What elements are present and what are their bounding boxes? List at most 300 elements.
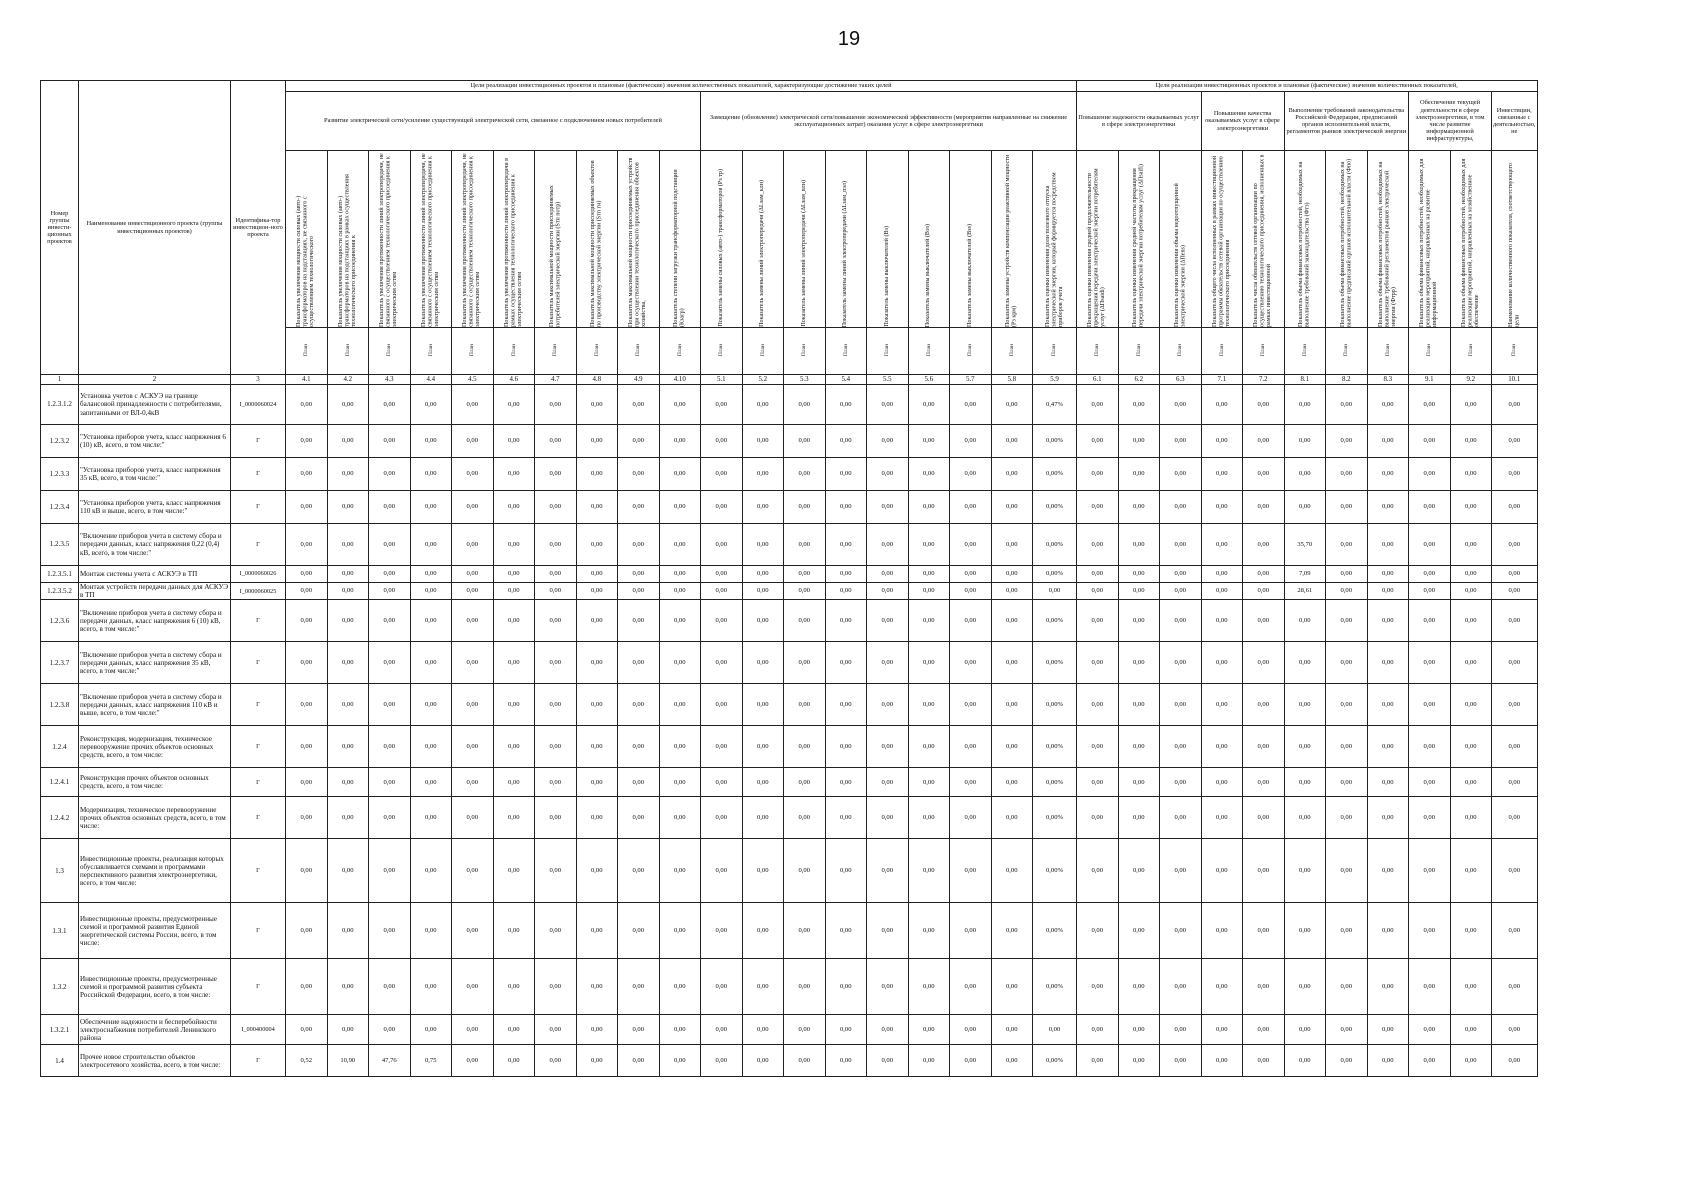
row-value: 0,00 [867,684,909,726]
header-group-4: Повышение качества оказываемых услуг в сфере электроэнергетики [1201,92,1284,151]
row-value: 0,00 [410,458,452,491]
header-goals-left: Цели реализации инвестиционных проектов и плановые (фактические) значения количественных показателей, характеризующие достижение таких целей [286,81,1077,92]
row-value: 0,00 [1243,684,1285,726]
row-value: 0,00 [1367,425,1409,458]
indicator-header-text: Показатель увеличения протяженности линий электропередачи, не связанного с осуществлением технологического присоединения к электрическим сетям [420,153,441,327]
row-value: 0,00 [1492,903,1538,959]
row-value: 0,00 [784,600,826,642]
row-value: 0,00 [1243,839,1285,903]
row-value: 0,00 [701,642,743,684]
table-row [41,385,1538,425]
row-number: 1.2.3.6 [41,600,79,642]
row-value: 0,00 [410,566,452,583]
indicator-header-wrap [619,151,658,327]
row-value: 0,00 [286,839,328,903]
row-value: 0,00 [1367,839,1409,903]
row-value: 0,00 [1326,524,1368,566]
row-value: 0,00 [1201,583,1243,600]
row-project-id: Г [231,642,286,684]
row-value: 0,00 [1367,385,1409,425]
row-value: 0,00% [1033,768,1077,797]
row-value: 0,00% [1033,839,1077,903]
row-value: 0,00 [1077,425,1119,458]
row-value: 0,00 [1409,583,1451,600]
row-value: 0,00 [1201,959,1243,1015]
indicator-header-wrap [1493,151,1536,327]
row-value: 0,00 [1326,768,1368,797]
row-value: 0,00 [286,768,328,797]
row-value: 0,00 [784,491,826,524]
indicator-header [1118,151,1160,328]
unit-label: План [1094,343,1101,356]
row-value: 0,00 [659,385,701,425]
row-value: 0,00 [369,600,411,642]
row-value: 0,00 [535,726,577,768]
row-value: 0,00 [535,524,577,566]
row-value: 0,00 [950,903,992,959]
row-value: 0,00 [327,583,369,600]
row-project-id: Г [231,1045,286,1077]
row-value: 0,00 [1077,524,1119,566]
row-value: 0,00 [452,425,494,458]
indicator-header-text: Показатель объема финансовых потребностей, необходимых на выполнение требований законодательства (Фтз) [1298,161,1311,327]
row-project-name: Реконструкция, модернизация, техническое перевооружение прочих объектов основных средств, всего, в том числе: [79,726,231,768]
unit-label: План [552,343,559,356]
row-value: 0,00 [1201,1045,1243,1077]
unit-cell [1284,328,1326,375]
row-value: 0,00 [1492,491,1538,524]
row-value: 0,00 [1201,903,1243,959]
row-value: 0,00 [1492,458,1538,491]
row-value: 0,00 [1118,600,1160,642]
row-value: 0,00 [1367,600,1409,642]
row-value: 0,00 [659,600,701,642]
row-value: 0,00 [576,458,618,491]
row-value: 0,00 [1367,491,1409,524]
row-number: 1.4 [41,1045,79,1077]
row-value: 0,00 [369,1015,411,1045]
col-number: 4.7 [535,375,577,385]
row-value: 0,00 [1409,385,1451,425]
row-value: 0,00 [1409,768,1451,797]
row-value: 0,00 [452,600,494,642]
row-value: 0,00 [991,768,1033,797]
row-value: 0,00 [1077,1015,1119,1045]
row-value: 0,00 [659,726,701,768]
row-value: 0,00 [576,524,618,566]
row-value: 0,00 [950,600,992,642]
row-value: 0,00 [369,903,411,959]
indicator-header [1201,151,1243,328]
indicator-header [1243,151,1285,328]
row-value: 0,00 [1326,839,1368,903]
row-value: 0,00 [784,684,826,726]
indicator-header-text: Показатель общего числа исполненных в рамках инвестиционной программы обязательств сетевой организации по осуществлению технологического присоединения [1211,155,1232,327]
row-value: 0,00 [867,726,909,768]
row-value: 0,00 [286,425,328,458]
col-number: 4.2 [327,375,369,385]
row-value: 0,00 [701,566,743,583]
row-value: 0,00 [950,583,992,600]
row-project-name: Установка учетов с АСКУЭ на границе балансовой принадлежности с потребителями, запитанными от ВЛ-0,4кВ [79,385,231,425]
indicator-header-text: Показатель замены устройств компенсации реактивной мощности (Рз крм) [1005,154,1018,327]
row-value: 0,00 [535,642,577,684]
row-value: 0,00 [1160,1015,1202,1045]
row-value: 0,00 [535,839,577,903]
row-value: 0,00 [1160,566,1202,583]
row-value: 0,00% [1033,726,1077,768]
row-value: 0,00 [452,797,494,839]
row-value: 0,00 [991,458,1033,491]
row-value: 0,00 [576,425,618,458]
row-value: 0,52 [286,1045,328,1077]
col-number: 6.2 [1118,375,1160,385]
row-value: 10,90 [327,1045,369,1077]
unit-label: План [1177,343,1184,356]
row-value: 0,00 [701,600,743,642]
row-value: 0,00 [701,1015,743,1045]
row-number: 1.2.3.5.2 [41,583,79,600]
row-value: 0,00 [369,491,411,524]
col-number: 4.1 [286,375,328,385]
row-value: 0,00 [908,583,950,600]
row-value: 0,00 [659,1015,701,1045]
row-value: 0,00 [1409,566,1451,583]
indicator-header [493,151,535,328]
indicator-header-wrap [868,151,907,327]
row-value: 0,00 [701,797,743,839]
indicator-header-wrap [1203,151,1242,327]
row-project-id: Г [231,600,286,642]
row-value: 0,00 [1367,583,1409,600]
row-value: 0,00 [327,642,369,684]
row-value: 0,00 [1243,583,1285,600]
row-number: 1.3.1 [41,903,79,959]
row-value: 0,00 [576,642,618,684]
row-value: 0,00 [493,726,535,768]
col-number: 2 [79,375,231,385]
row-value: 0,00 [991,903,1033,959]
unit-label: План [1218,343,1225,356]
col-number: 5.6 [908,375,950,385]
table-row [41,458,1538,491]
row-value: 0,00 [327,684,369,726]
row-value: 0,00 [1160,385,1202,425]
row-value: 0,00 [576,684,618,726]
header-group-2: Замещение (обновление) электрической сети/повышение экономической эффективности (мероприятия направленные на снижение эксплуатационных затрат) оказания услуг в сфере электроэнергетики [701,92,1077,151]
row-project-id: Г [231,491,286,524]
row-value: 0,00 [535,797,577,839]
row-number: 1.2.3.3 [41,458,79,491]
row-value: 0,00 [286,583,328,600]
row-project-name: "Включение приборов учета в систему сбора и передачи данных, класс напряжения 6 (10) кВ, всего, в том числе:" [79,600,231,642]
row-value: 0,00 [1201,566,1243,583]
row-value: 0,00 [1033,583,1077,600]
row-value: 0,00 [1201,1015,1243,1045]
indicator-header-text: Показатель объема финансовых потребностей, необходимых на выполнение предписаний органов исполнительной власти (Фпо) [1339,158,1353,327]
row-value: 0,00 [991,726,1033,768]
row-value: 0,00 [1243,1045,1285,1077]
row-number: 1.2.4 [41,726,79,768]
indicator-header-wrap [329,151,368,327]
row-value: 0,00% [1033,959,1077,1015]
row-project-name: "Включение приборов учета в систему сбора и передачи данных, класс напряжения 0,22 (0,4) кВ, всего, в том числе:" [79,524,231,566]
header-group-5: Выполнение требований законодательства Российской Федерации, предписаний органов исполнительной власти, регламентов рынков электрической энергии [1284,92,1409,151]
indicator-header [1284,151,1326,328]
row-value: 0,00 [659,1045,701,1077]
indicator-header-text: Показатель замены силовых (авто-) трансформаторов (Рз тр) [717,169,724,327]
unit-label: План [1426,343,1433,356]
row-value: 0,00 [742,726,784,768]
row-value: 0,00 [742,1015,784,1045]
row-value: 0,00 [493,1045,535,1077]
unit-cell [369,328,411,375]
indicator-header-wrap [1034,151,1075,327]
indicator-header-text: Показатель объема финансовых потребностей, необходимых для реализации мероприятий, направленных на хозяйственное обеспечение [1460,158,1481,327]
row-value: 0,00 [410,600,452,642]
row-value: 0,00 [1326,903,1368,959]
row-value: 0,00 [1077,768,1119,797]
row-value: 0,00 [950,642,992,684]
row-value: 0,00 [1450,797,1492,839]
row-value: 0,00 [1160,959,1202,1015]
row-value: 0,00 [867,458,909,491]
row-value: 0,00 [1492,726,1538,768]
row-value: 35,70 [1284,524,1326,566]
indicator-header [618,151,660,328]
row-value: 0,00 [950,797,992,839]
row-value: 0,00 [535,903,577,959]
row-value: 0,00 [369,768,411,797]
indicator-header-text: Показатель оценки изменения средней частоты прекращения передачи электрической энергии потребителям услуг (ΔПsaifi) [1132,164,1145,327]
row-value: 0,00 [908,1045,950,1077]
row-value: 0,00 [286,959,328,1015]
row-value: 0,00 [908,768,950,797]
unit-cell [327,328,369,375]
indicator-header-text: Показатель оценки изменения доли полезного отпуска электрической энергии, который формируется посредством приборов учета [1044,172,1064,327]
row-project-id: I_0000060024 [231,385,286,425]
indicator-header-wrap [1120,151,1159,327]
row-value: 0,00 [1201,726,1243,768]
row-value: 0,00 [825,1045,867,1077]
row-number: 1.2.3.5 [41,524,79,566]
row-value: 0,00 [1201,839,1243,903]
row-project-name: Прочее новое строительство объектов электросетевого хозяйства, всего, в том числе: [79,1045,231,1077]
row-value: 7,09 [1284,566,1326,583]
unit-label: План [1301,343,1308,356]
row-value: 0,00 [1160,425,1202,458]
row-value: 0,00 [1160,491,1202,524]
indicator-header-wrap [370,151,409,327]
table-row [41,600,1538,642]
row-value: 0,00 [1160,839,1202,903]
table-row [41,768,1538,797]
unit-label: План [1343,343,1350,356]
row-value: 0,00 [908,684,950,726]
indicator-header-text: Показатель максимальной мощности присоединяемых объектов по производству электрической энергии (Sтп гн) [590,160,603,327]
unit-cell [1118,328,1160,375]
col-number: 4.3 [369,375,411,385]
row-value: 0,00 [493,959,535,1015]
row-value: 0,00 [867,839,909,903]
row-value: 0,00 [1118,768,1160,797]
unit-cell [1367,328,1409,375]
indicator-header [950,151,992,328]
indicator-header [701,151,743,328]
row-project-name: "Установка приборов учета, класс напряжения 6 (10) кВ, всего, в том числе:" [79,425,231,458]
row-value: 0,00 [576,1045,618,1077]
row-value: 0,00 [1284,1015,1326,1045]
row-value: 0,00 [576,768,618,797]
unit-cell [825,328,867,375]
row-value: 0,00 [410,642,452,684]
row-value: 0,00 [1160,642,1202,684]
row-project-id: Г [231,726,286,768]
row-value: 0,00 [1243,600,1285,642]
indicator-header-text: Показатель замены выключателей (Взs) [966,224,973,327]
row-value: 0,00 [369,458,411,491]
indicator-header-wrap [536,151,575,327]
unit-label: План [386,343,393,356]
col-number: 8.3 [1367,375,1409,385]
row-value: 0,00 [742,797,784,839]
row-value: 0,00 [286,566,328,583]
row-value: 0,00 [452,566,494,583]
unit-cell [1201,328,1243,375]
row-value: 0,00 [1326,491,1368,524]
row-value: 0,00 [950,959,992,1015]
row-value: 0,00 [950,768,992,797]
row-number: 1.2.3.5.1 [41,566,79,583]
row-value: 0,00 [1077,385,1119,425]
row-value: 0,00 [950,491,992,524]
row-value: 0,00 [452,903,494,959]
row-project-id: Г [231,839,286,903]
row-value: 0,00 [1326,797,1368,839]
indicator-header-text: Показатель максимальной мощности присоединяемых устройств при осуществлении технологического присоединения объектов хозяйства, [628,157,648,327]
table-row [41,524,1538,566]
row-value: 0,00 [908,797,950,839]
row-value: 0,00 [908,458,950,491]
row-value: 0,00 [286,684,328,726]
row-value: 0,00 [327,1015,369,1045]
row-value: 0,00 [1367,524,1409,566]
row-value: 0,00% [1033,797,1077,839]
row-value: 0,00 [1118,797,1160,839]
row-value: 0,00% [1033,566,1077,583]
row-value: 0,00 [369,566,411,583]
indicator-header-text: Показатель замены выключателей (Вэз) [925,223,932,327]
indicator-header-text: Показатель замены линий электропередачи (ΔLзам_пэл) [842,180,849,327]
row-value: 0,00 [1492,642,1538,684]
row-value: 0,00 [1450,600,1492,642]
row-value: 0,00 [1284,1045,1326,1077]
unit-cell [1243,328,1285,375]
row-value: 0,00 [867,797,909,839]
col-number: 5.1 [701,375,743,385]
indicator-header [1160,151,1202,328]
indicator-header-wrap [1369,151,1408,327]
row-value: 0,00% [1033,425,1077,458]
row-value: 0,00 [618,642,660,684]
indicator-header [369,151,411,328]
row-value: 0,00 [867,425,909,458]
row-value: 0,00 [950,458,992,491]
row-value: 0,00 [1450,726,1492,768]
row-value: 0,00 [1409,425,1451,458]
row-value: 0,00 [1450,1045,1492,1077]
unit-label: План [1008,343,1015,356]
row-value: 0,00 [1243,491,1285,524]
row-value: 0,00 [1077,458,1119,491]
row-value: 0,00 [1243,768,1285,797]
row-project-name: Модернизация, техническое перевооружение прочих объектов основных средств, всего, в том числе: [79,797,231,839]
row-value: 0,00 [1492,1015,1538,1045]
indicator-header-text: Показатель замены выключателей (Вз) [883,226,890,327]
row-value: 0,00 [825,839,867,903]
row-value: 0,00 [1077,726,1119,768]
row-value: 0,00 [1243,959,1285,1015]
row-value: 0,00 [991,684,1033,726]
row-value: 0,00 [701,524,743,566]
row-project-name: "Установка приборов учета, класс напряжения 110 кВ и выше, всего, в том числе:" [79,491,231,524]
col-number: 9.2 [1450,375,1492,385]
row-value: 0,00 [410,524,452,566]
row-value: 0,00 [1326,600,1368,642]
row-value: 0,00 [1243,425,1285,458]
header-goals-right: Цели реализации инвестиционных проектов и плановые (фактические) значения количественных показателей, [1077,81,1538,92]
row-value: 0,00 [825,566,867,583]
row-value: 0,00 [1118,839,1160,903]
row-value: 0,00 [991,600,1033,642]
row-value: 0,00 [369,425,411,458]
unit-label: План [718,343,725,356]
row-value: 0,00 [1033,1015,1077,1045]
row-value: 0,00 [742,903,784,959]
row-value: 0,00 [950,1045,992,1077]
row-value: 0,00 [618,797,660,839]
row-value: 0,00 [535,583,577,600]
row-value: 0,00 [410,768,452,797]
row-value: 0,00 [327,839,369,903]
header-group-3: Повышение надежности оказываемых услуг в сфере электроэнергетики [1077,92,1202,151]
row-value: 0,00 [618,385,660,425]
row-value: 0,00 [1243,385,1285,425]
unit-label: План [1135,343,1142,356]
row-value: 0,00 [1077,566,1119,583]
indicator-header [1326,151,1368,328]
row-value: 0,00 [1367,566,1409,583]
row-value: 0,00 [452,1045,494,1077]
indicator-header-wrap [951,151,990,327]
unit-label: План [801,343,808,356]
row-value: 0,00 [1118,642,1160,684]
row-project-name: "Включение приборов учета в систему сбора и передачи данных, класс напряжения 35 кВ, всего, в том числе:" [79,642,231,684]
row-value: 0,00 [493,768,535,797]
row-value: 0,00 [576,797,618,839]
table-row [41,642,1538,684]
row-value: 0,00 [825,583,867,600]
row-value: 0,00 [410,491,452,524]
table-row [41,583,1538,600]
unit-label: План [1467,343,1474,356]
row-value: 0,00 [908,726,950,768]
row-value: 0,00 [1450,768,1492,797]
header-group-6: Обеспечение текущей деятельности в сфере электроэнергетики, в том числе развитие информационной инфраструктуры, [1409,92,1492,151]
row-value: 0,00 [950,1015,992,1045]
row-value: 0,00 [1201,768,1243,797]
row-value: 0,00 [1450,458,1492,491]
